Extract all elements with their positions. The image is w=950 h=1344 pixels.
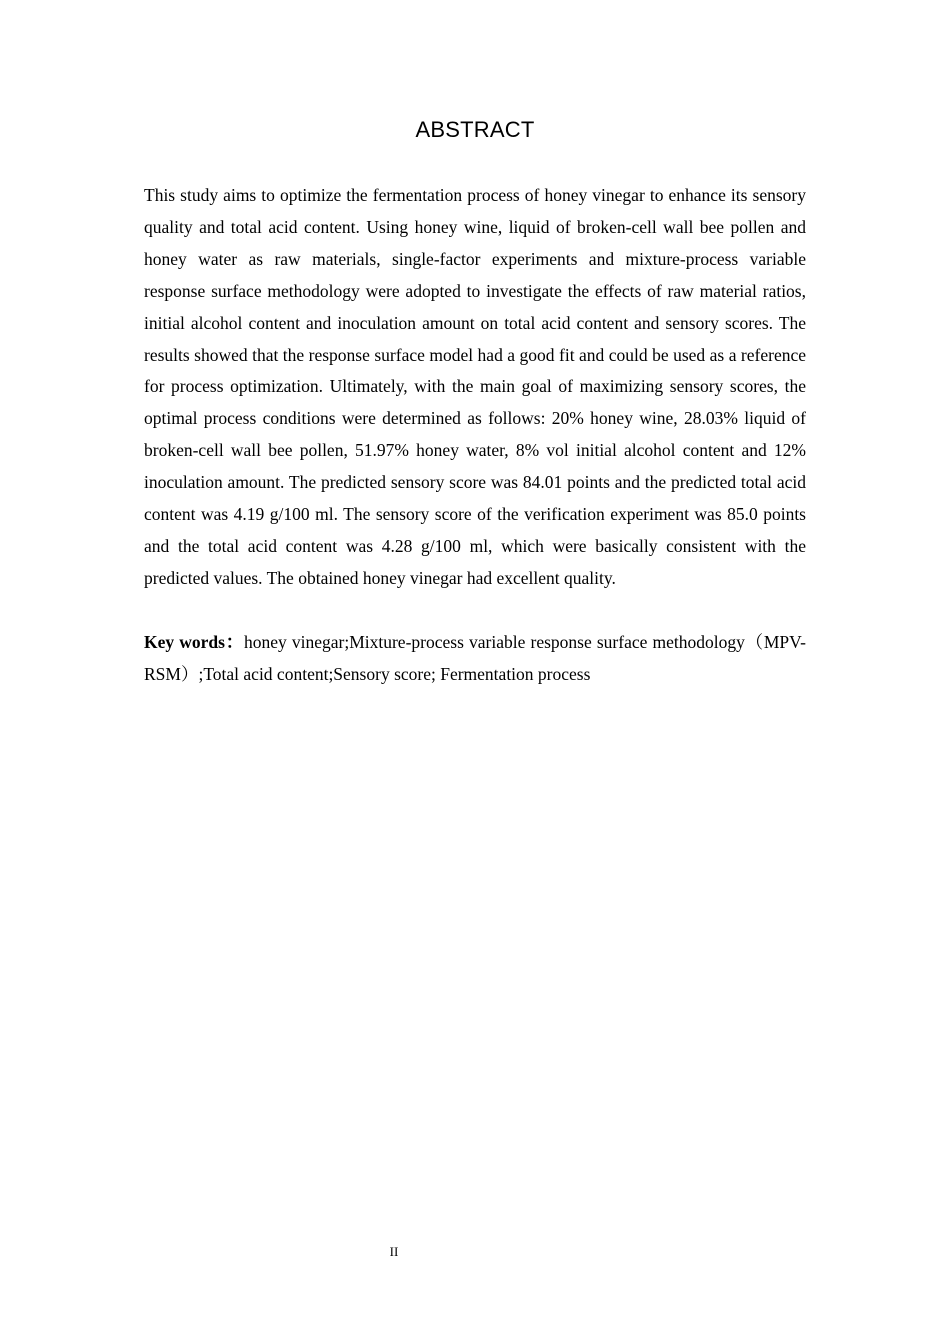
keywords-text: honey vinegar;Mixture-process variable response surface methodology（MPV-RSM）;Total acid content;Sensory score; Fermentation process bbox=[144, 632, 807, 684]
keywords-label: Key words： bbox=[144, 632, 244, 652]
keywords-paragraph bbox=[144, 627, 806, 691]
abstract-title: ABSTRACT bbox=[415, 117, 535, 142]
page-number: II bbox=[389, 1244, 399, 1259]
abstract-paragraph: This study aims to optimize the fermentation process of honey vinegar to enhance its sensory quality and total acid content. Using honey wine, liquid of broken-cell wall bee pollen and honey water as raw materials, single-factor experiments and mixture-process variable response surface methodology were adopted to investigate the effects of raw material ratios, initial alcohol content and inoculation amount on total acid content and sensory scores. The results showed that the response surface model had a good fit and could be used as a reference for process optimization. Ultimately, with the main goal of maximizing sensory scores, the optimal process conditions were determined as follows: 20% honey wine, 28.03% liquid of broken-cell wall bee pollen, 51.97% honey water, 8% vol initial alcohol content and 12% inoculation amount. The predicted sensory score was 84.01 points and the predicted total acid content was 4.19 g/100 ml. The sensory score of the verification experiment was 85.0 points and the total acid content was 4.28 g/100 ml, which were basically consistent with the predicted values. The obtained honey vinegar had excellent quality. bbox=[144, 185, 806, 588]
